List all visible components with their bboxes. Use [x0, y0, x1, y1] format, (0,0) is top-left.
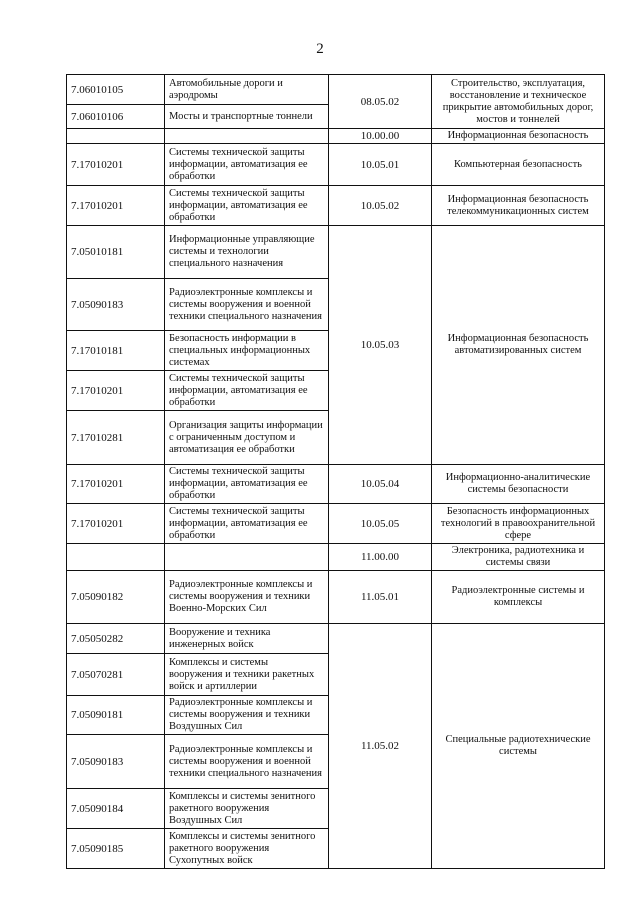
row-code: 7.05090183: [67, 279, 165, 331]
row-area: Информационная безопасность автоматизированных систем: [432, 226, 605, 465]
row-name: Комплексы и системы зенитного ракетного вооружения Сухопутных войск: [165, 829, 329, 869]
page-number: 2: [316, 41, 324, 57]
row-name: Организация защиты информации с ограниченным доступом и автоматизация ее обработки: [165, 411, 329, 465]
row-spec-code: 10.00.00: [329, 129, 432, 144]
row-name: Радиоэлектронные комплексы и системы вооружения и военной техники специального назначения: [165, 279, 329, 331]
row-area: Электроника, радиотехника и системы связи: [432, 544, 605, 571]
row-name: Мосты и транспортные тоннели: [165, 105, 329, 129]
row-code: 7.05070281: [67, 654, 165, 696]
row-spec-code: 10.05.03: [329, 226, 432, 465]
row-code: 7.17010201: [67, 504, 165, 544]
row-code: 7.05090182: [67, 571, 165, 624]
table-row: [67, 186, 605, 226]
row-spec-code: 10.05.02: [329, 186, 432, 226]
row-area: Безопасность информационных технологий в правоохранительной сфере: [432, 504, 605, 544]
table-row: [67, 504, 605, 544]
row-code: [67, 129, 165, 144]
row-code: 7.05090183: [67, 735, 165, 789]
row-area: Информационная безопасность: [432, 129, 605, 144]
row-code: 7.05050282: [67, 624, 165, 654]
table-row: [67, 226, 605, 279]
table-row: [67, 75, 605, 105]
row-area: Информационная безопасность телекоммуникационных систем: [432, 186, 605, 226]
table-row: [67, 129, 605, 144]
row-code: 7.05090185: [67, 829, 165, 869]
row-name: Информационные управляющие системы и технологии специального назначения: [165, 226, 329, 279]
row-code: 7.17010201: [67, 465, 165, 504]
table-row: [67, 624, 605, 654]
row-area: Специальные радиотехнические системы: [432, 624, 605, 869]
table-row: [67, 571, 605, 624]
row-code: 7.06010106: [67, 105, 165, 129]
row-name: [165, 544, 329, 571]
row-spec-code: 11.05.02: [329, 624, 432, 869]
row-name: Комплексы и системы зенитного ракетного вооружения Воздушных Сил: [165, 789, 329, 829]
row-code: 7.17010201: [67, 371, 165, 411]
row-name: Системы технической защиты информации, автоматизация ее обработки: [165, 371, 329, 411]
row-name: Безопасность информации в специальных информационных системах: [165, 331, 329, 371]
row-code: [67, 544, 165, 571]
row-name: Системы технической защиты информации, автоматизация ее обработки: [165, 504, 329, 544]
row-spec-code: 10.05.01: [329, 144, 432, 186]
row-spec-code: 10.05.04: [329, 465, 432, 504]
table-row: [67, 144, 605, 186]
row-name: Комплексы и системы вооружения и техники ракетных войск и артиллерии: [165, 654, 329, 696]
row-code: 7.05090184: [67, 789, 165, 829]
row-code: 7.05010181: [67, 226, 165, 279]
row-code: 7.06010105: [67, 75, 165, 105]
row-code: 7.17010181: [67, 331, 165, 371]
row-code: 7.17010201: [67, 144, 165, 186]
row-name: Системы технической защиты информации, автоматизация ее обработки: [165, 465, 329, 504]
row-code: 7.05090181: [67, 696, 165, 735]
row-name: Системы технической защиты информации, автоматизация ее обработки: [165, 186, 329, 226]
table-row: [67, 465, 605, 504]
row-spec-code: 11.05.01: [329, 571, 432, 624]
row-name: Радиоэлектронные комплексы и системы вооружения и техники Воздушных Сил: [165, 696, 329, 735]
row-name: [165, 129, 329, 144]
row-spec-code: 10.05.05: [329, 504, 432, 544]
row-name: Радиоэлектронные комплексы и системы вооружения и военной техники специального назначения: [165, 735, 329, 789]
row-area: Строительство, эксплуатация, восстановление и техническое прикрытие автомобильных дорог, мостов и тоннелей: [432, 75, 605, 129]
row-code: 7.17010281: [67, 411, 165, 465]
table-row: [67, 544, 605, 571]
row-name: Вооружение и техника инженерных войск: [165, 624, 329, 654]
row-area: Радиоэлектронные системы и комплексы: [432, 571, 605, 624]
row-spec-code: 08.05.02: [329, 75, 432, 129]
row-name: Системы технической защиты информации, автоматизация ее обработки: [165, 144, 329, 186]
row-name: Автомобильные дороги и аэродромы: [165, 75, 329, 105]
row-area: Компьютерная безопасность: [432, 144, 605, 186]
row-code: 7.17010201: [67, 186, 165, 226]
row-spec-code: 11.00.00: [329, 544, 432, 571]
row-name: Радиоэлектронные комплексы и системы вооружения и техники Военно-Морских Сил: [165, 571, 329, 624]
row-area: Информационно-аналитические системы безопасности: [432, 465, 605, 504]
specialties-table: [66, 74, 605, 869]
